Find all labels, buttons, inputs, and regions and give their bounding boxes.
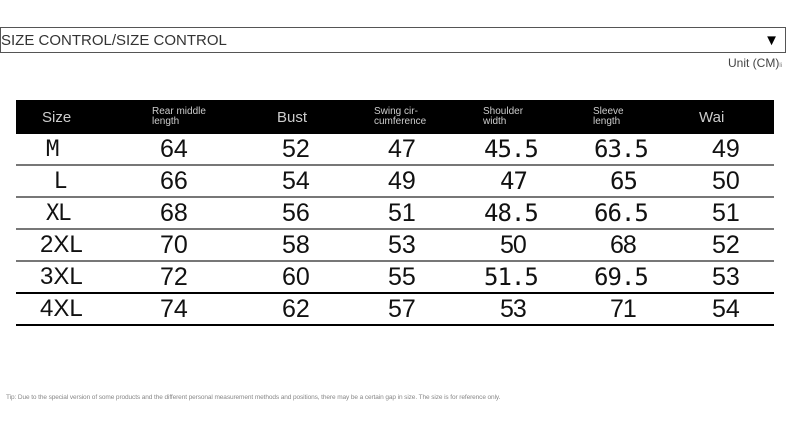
cell-size: M [46, 136, 59, 162]
unit-text: Unit (CM) [728, 56, 780, 70]
cell-bust: 52 [282, 134, 310, 163]
unit-suffix: li [779, 63, 782, 69]
cell-sleeve-length: 68 [610, 230, 636, 259]
cell-swing-circumference: 55 [388, 262, 416, 291]
table-row [16, 134, 774, 166]
cell-rear-middle-length: 70 [160, 230, 188, 259]
cell-shoulder-width: 47 [500, 167, 527, 195]
cell-rear-middle-length: 64 [160, 134, 188, 163]
cell-rear-middle-length: 74 [160, 294, 188, 323]
cell-swing-circumference: 47 [388, 134, 416, 163]
cell-swing-circumference: 57 [388, 294, 416, 323]
cell-shoulder-width: 51.5 [484, 263, 538, 291]
cell-bust: 62 [282, 294, 310, 323]
header-bust: Bust [277, 108, 308, 126]
cell-bust: 54 [282, 166, 310, 195]
cell-size: 2XL [40, 231, 83, 258]
header-rear-middle-length: Rear middle length [152, 106, 206, 127]
dropdown-label: SIZE CONTROL/SIZE CONTROL [1, 31, 227, 49]
cell-shoulder-width: 45.5 [484, 135, 538, 163]
reference-tip: Tip: Due to the special version of some products and the different personal measurement methods and positions, there may be a certain gap in size. The size is for reference only. [6, 394, 501, 401]
cell-shoulder-width: 53 [500, 294, 526, 323]
cell-waist: 50 [712, 166, 740, 195]
table-row [16, 262, 774, 294]
table-row [16, 198, 774, 230]
cell-bust: 60 [282, 262, 310, 291]
cell-size: 3XL [40, 263, 83, 290]
cell-waist: 49 [712, 134, 740, 163]
cell-rear-middle-length: 66 [160, 166, 188, 195]
cell-bust: 58 [282, 230, 310, 259]
table-row [16, 294, 774, 326]
unit-label [728, 56, 782, 70]
cell-sleeve-length: 69.5 [594, 263, 648, 291]
cell-shoulder-width: 48.5 [484, 199, 538, 227]
header-size: Size [42, 108, 72, 126]
table-header [16, 100, 774, 134]
header-waist: Wai [699, 108, 725, 126]
cell-sleeve-length: 65 [610, 167, 637, 195]
cell-rear-middle-length: 72 [160, 262, 188, 291]
header-sleeve-length: Sleeve length [593, 106, 624, 127]
cell-size: XL [46, 200, 71, 226]
cell-swing-circumference: 53 [388, 230, 416, 259]
table-row [16, 230, 774, 262]
table-row [16, 166, 774, 198]
dropdown-arrow-icon[interactable]: ▼ [764, 31, 779, 49]
cell-waist: 54 [712, 294, 740, 323]
cell-bust: 56 [282, 198, 310, 227]
cell-sleeve-length: 63.5 [594, 135, 648, 163]
cell-shoulder-width: 50 [500, 230, 526, 259]
cell-size: L [54, 168, 67, 194]
size-chart-table [16, 100, 774, 326]
cell-rear-middle-length: 68 [160, 198, 188, 227]
header-swing-circumference: Swing cir- cumference [374, 106, 427, 127]
cell-sleeve-length: 66.5 [594, 199, 648, 227]
cell-swing-circumference: 49 [388, 166, 416, 195]
header-shoulder-width: Shoulder width [483, 106, 524, 127]
cell-size: 4XL [40, 295, 83, 322]
cell-waist: 53 [712, 262, 740, 291]
cell-waist: 52 [712, 230, 740, 259]
cell-waist: 51 [712, 198, 740, 227]
size-control-dropdown[interactable] [0, 27, 786, 53]
cell-swing-circumference: 51 [388, 198, 416, 227]
cell-sleeve-length: 71 [610, 294, 636, 323]
